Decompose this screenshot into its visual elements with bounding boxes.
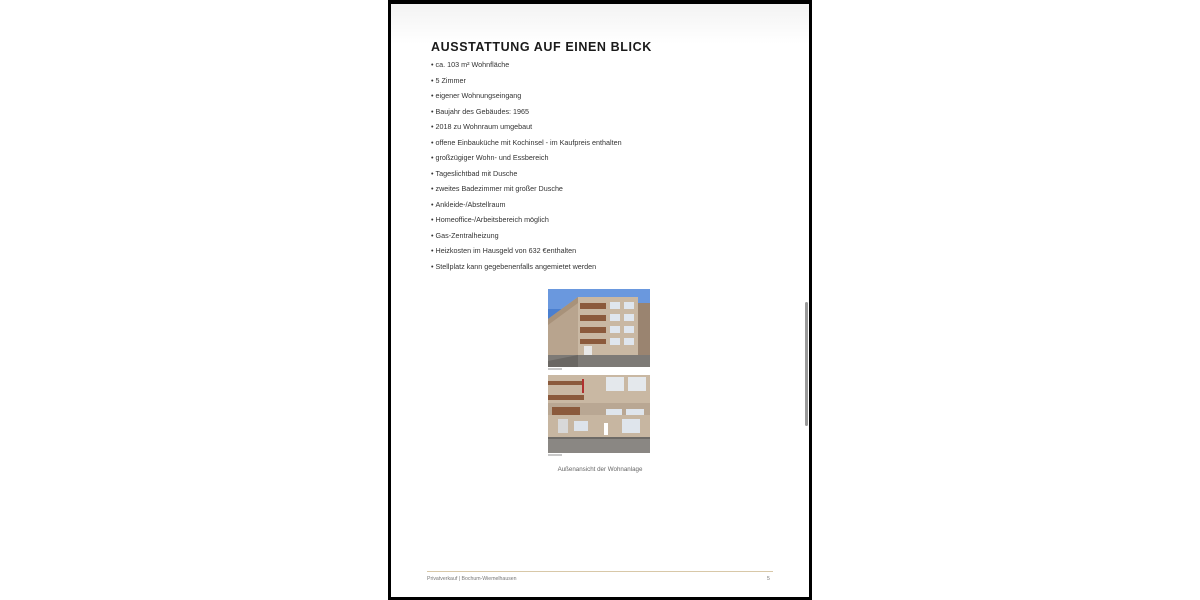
feature-list (431, 60, 622, 277)
document-page (391, 4, 809, 597)
page-number: 5 (767, 576, 770, 582)
feature-item: • Ankleide-/Abstellraum (431, 200, 622, 216)
photo-caption: Außenansicht der Wohnanlage (557, 466, 643, 473)
page-title: AUSSTATTUNG AUF EINEN BLICK (431, 40, 652, 54)
feature-item: • großzügiger Wohn- und Essbereich (431, 153, 622, 169)
feature-item: • Heizkosten im Hausgeld von 632 €enthalten (431, 246, 622, 262)
feature-item: • offene Einbauküche mit Kochinsel - im Kaufpreis enthalten (431, 138, 622, 154)
feature-item: • ca. 103 m² Wohnfläche (431, 60, 622, 76)
feature-item: • zweites Badezimmer mit großer Dusche (431, 184, 622, 200)
feature-item: • Homeoffice-/Arbeitsbereich möglich (431, 215, 622, 231)
feature-item: • eigener Wohnungseingang (431, 91, 622, 107)
feature-item: • Baujahr des Gebäudes: 1965 (431, 107, 622, 123)
feature-item: • Gas-Zentralheizung (431, 231, 622, 247)
feature-item: • Stellplatz kann gegebenenfalls angemietet werden (431, 262, 622, 278)
photo-label-mark (548, 368, 562, 370)
footer-divider (427, 571, 773, 572)
footer-text: Privatverkauf | Bochum-Wiemelhausen (427, 576, 517, 582)
page-top-shadow (391, 4, 809, 44)
feature-item: • Tageslichtbad mit Dusche (431, 169, 622, 185)
feature-item: • 5 Zimmer (431, 76, 622, 92)
building-facade-photo (548, 375, 650, 453)
building-exterior-photo (548, 289, 650, 367)
photo-label-mark (548, 454, 562, 456)
vertical-scrollbar-thumb[interactable] (805, 302, 808, 426)
feature-item: • 2018 zu Wohnraum umgebaut (431, 122, 622, 138)
